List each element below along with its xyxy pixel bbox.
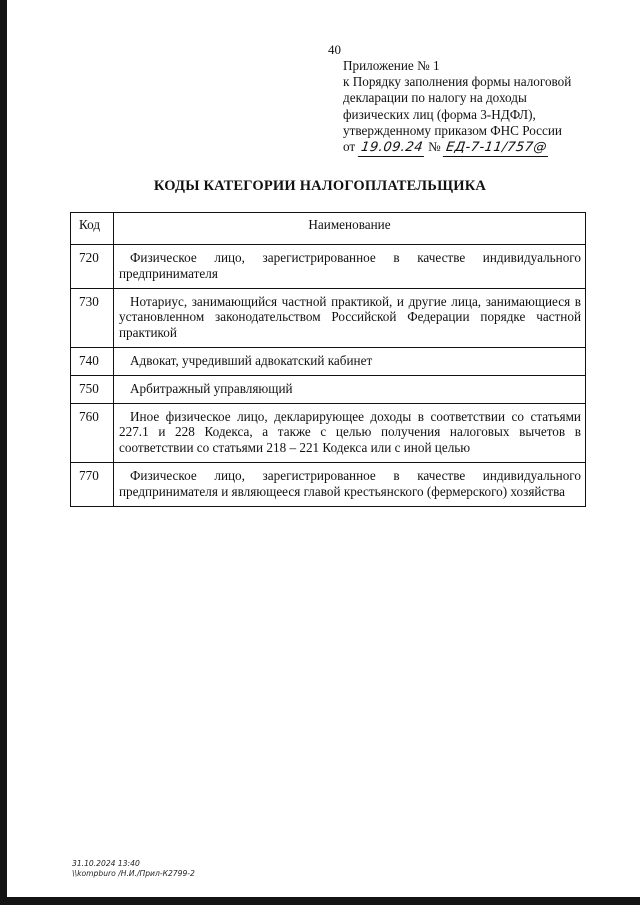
order-date-number-line [343,139,633,157]
handwritten-date: 19.09.24 [358,140,426,157]
table-row [71,403,586,462]
table-row [71,245,586,289]
from-label: от [343,139,356,155]
row-name: Арбитражный управляющий [114,375,586,403]
table-row [71,288,586,347]
row-code: 740 [71,347,114,375]
appendix-line: декларации по налогу на доходы [343,90,527,106]
table-row [71,462,586,506]
row-code: 760 [71,403,114,462]
table-header-row [71,213,586,245]
page-number: 40 [328,42,341,57]
row-name: Адвокат, учредивший адвокатский кабинет [114,347,586,375]
table-row [71,347,586,375]
footer-timestamp: 31.10.2024 13:40 [72,859,140,868]
footer-stamp [72,859,195,879]
row-name: Иное физическое лицо, декларирующее доходы в соответствии со статьями 227.1 и 228 Кодекса, а также с целью получения налоговых вычетов в соответствии со статьями 218 – 221 Кодекса или с иной целью [114,403,586,462]
row-name: Нотариус, занимающийся частной практикой, и другие лица, занимающиеся в установленном законодательством Российской Федерации порядке частной практикой [114,288,586,347]
row-name: Физическое лицо, зарегистрированное в качестве индивидуального предпринимателя [114,245,586,289]
appendix-line: Приложение № 1 [343,58,440,73]
column-header-name: Наименование [114,213,586,245]
number-sign: № [428,139,441,155]
appendix-header [343,58,633,157]
appendix-line: утвержденному приказом ФНС России [343,122,562,138]
row-code: 720 [71,245,114,289]
scan-edge-left [0,0,7,905]
column-header-code: Код [71,213,114,245]
appendix-line: к Порядку заполнения формы налоговой [343,74,572,90]
taxpayer-category-table [70,212,586,507]
appendix-line: физических лиц (форма 3-НДФЛ), [343,106,536,122]
row-code: 730 [71,288,114,347]
scan-edge-bottom [0,897,640,905]
row-name: Физическое лицо, зарегистрированное в качестве индивидуального предпринимателя и являющееся главой крестьянского (фермерского) хозяйства [114,462,586,506]
row-code: 750 [71,375,114,403]
table-row [71,375,586,403]
footer-file-path: \\kompburo /Н.И./Прил-К2799-2 [72,869,195,878]
document-title: КОДЫ КАТЕГОРИИ НАЛОГОПЛАТЕЛЬЩИКА [153,178,487,194]
handwritten-order-number: ЕД-7-11/757@ [442,140,549,157]
row-code: 770 [71,462,114,506]
